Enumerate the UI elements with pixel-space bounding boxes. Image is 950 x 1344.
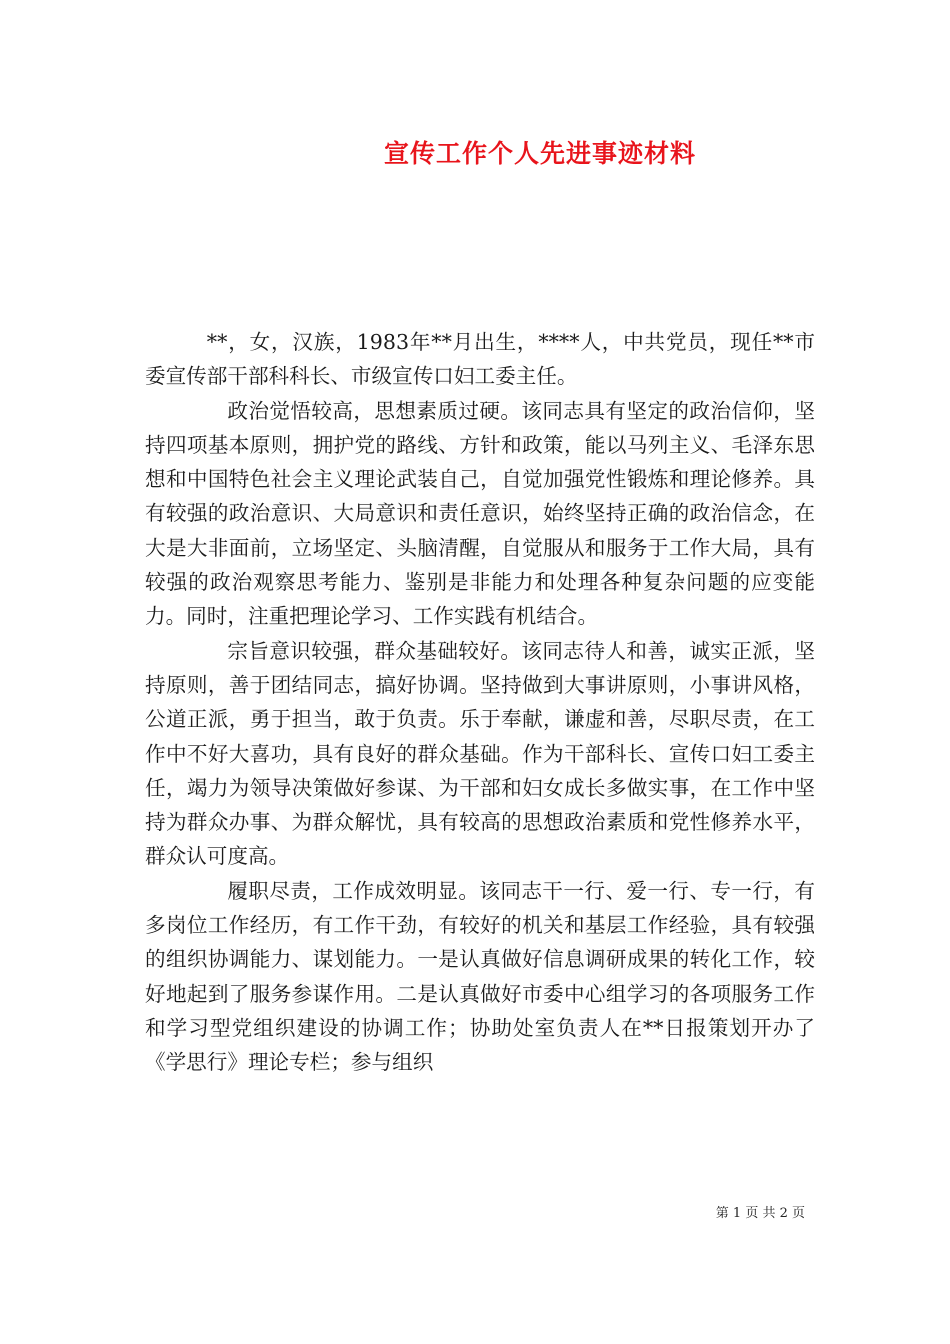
paragraph-mass-base: 宗旨意识较强，群众基础较好。该同志待人和善，诚实正派，坚持原则，善于团结同志，搞好协调。坚持做到大事讲原则，小事讲风格，公道正派，勇于担当，敢于负责。乐于奉献，谦虚和善，尽职尽责，在工作中不好大喜功，具有良好的群众基础。作为干部科长、宣传口妇工委主任，竭力为领导决策做好参谋、为干部和妇女成长多做实事，在工作中坚持为群众办事、为群众解忧，具有较高的思想政治素质和党性修养水平，群众认可度高。 [145, 638, 815, 869]
paragraph-intro: **，女，汉族，1983年**月出生，****人，中共党员，现任**市委宣传部干部科科长、市级宣传口妇工委主任。 [145, 330, 815, 389]
paragraph-performance: 履职尽责，工作成效明显。该同志干一行、爱一行、专一行，有多岗位工作经历，有工作干劲，有较好的机关和基层工作经验，具有较强的组织协调能力、谋划能力。一是认真做好信息调研成果的转化工作，较好地起到了服务参谋作用。二是认真做好市委中心组学习的各项服务工作和学习型党组织建设的协调工作；协助处室负责人在**日报策划开办了《学思行》理论专栏；参与组织 [145, 878, 815, 1075]
document-title: 宣传工作个人先进事迹材料 [383, 139, 696, 168]
paragraph-political: 政治觉悟较高，思想素质过硬。该同志具有坚定的政治信仰，坚持四项基本原则，拥护党的路线、方针和政策，能以马列主义、毛泽东思想和中国特色社会主义理论武装自己，自觉加强党性锻炼和理论修养。具有较强的政治意识、大局意识和责任意识，始终坚持正确的政治信念，在大是大非面前，立场坚定、头脑清醒，自觉服从和服务于工作大局，具有较强的政治观察思考能力、鉴别是非能力和处理各种复杂问题的应变能力。同时，注重把理论学习、工作实践有机结合。 [145, 398, 815, 629]
document-body [145, 325, 815, 1080]
page-number: 第 1 页 共 2 页 [715, 1206, 805, 1221]
